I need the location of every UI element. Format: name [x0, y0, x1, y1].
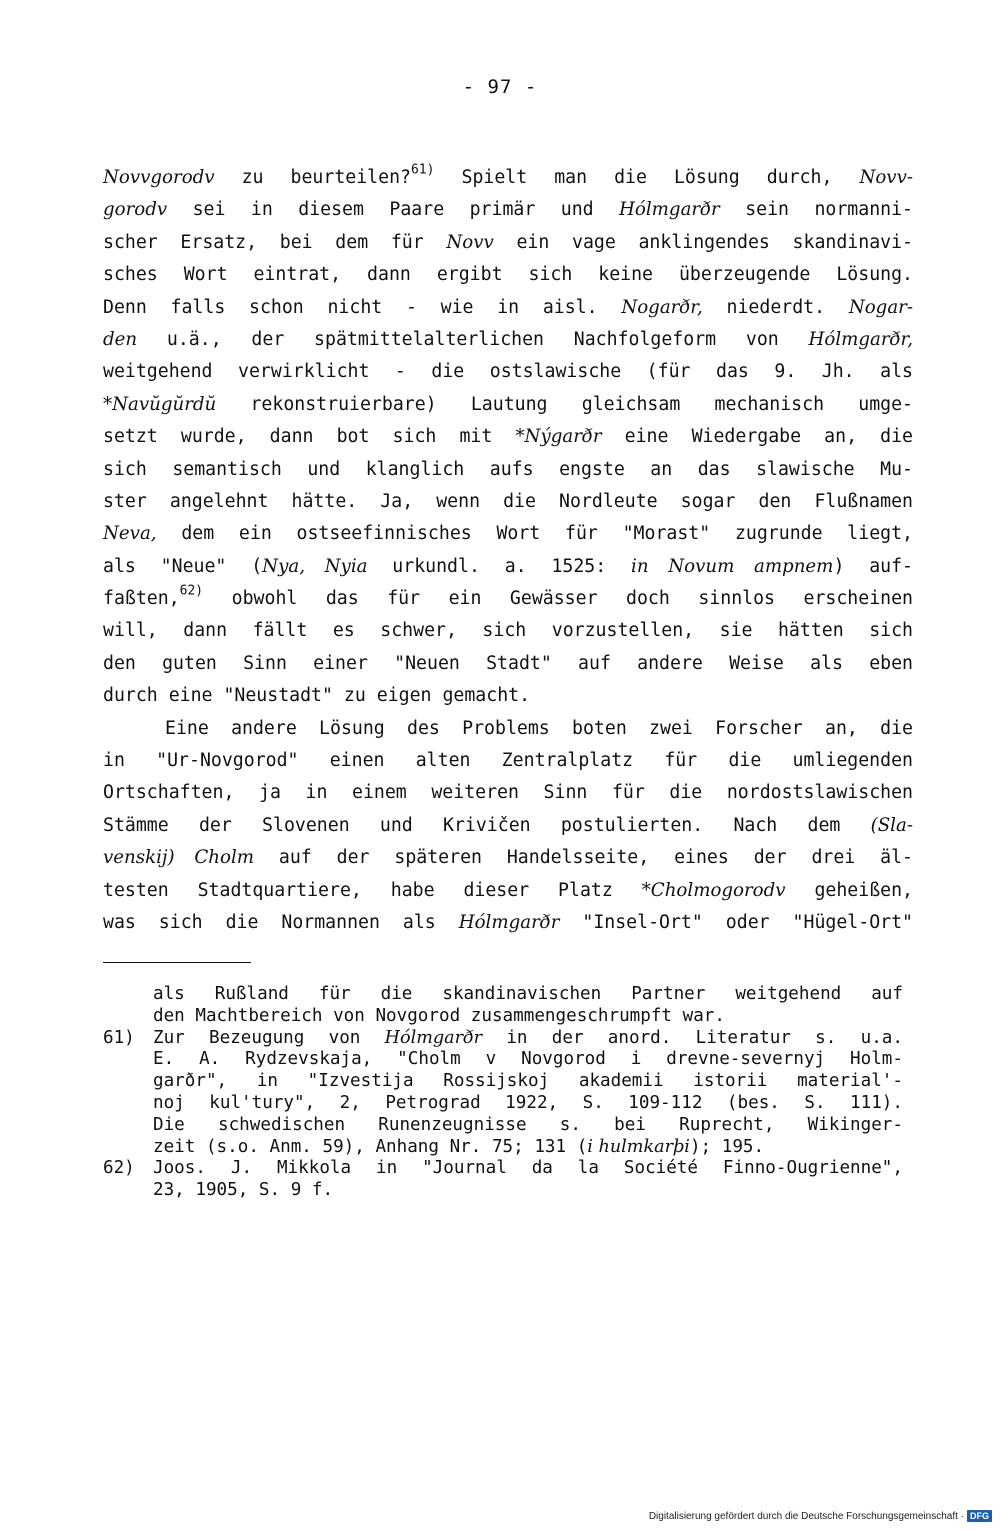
text-run: durch eine "Neustadt" zu eigen gemacht. — [103, 685, 531, 707]
text-line — [103, 583, 913, 615]
italic-term: gorodv — [103, 199, 168, 221]
credit-text: Digitalisierung gefördert durch die Deutsche Forschungsgemeinschaft · — [648, 1510, 964, 1522]
text-run: geheißen, — [785, 879, 913, 901]
body-text — [103, 162, 913, 939]
text-line — [103, 615, 913, 647]
text-line — [103, 324, 913, 356]
footnote-ref: 61) — [410, 162, 435, 178]
text-line — [103, 454, 913, 486]
text-run: zeit (s.o. Anm. 59), Anhang Nr. 75; 131 ( — [153, 1136, 588, 1157]
text-run: Zur Bezeugung von — [153, 1027, 385, 1048]
footnote-number: 61) — [103, 1027, 135, 1048]
text-run: Spielt man die Lösung durch, — [434, 167, 860, 188]
text-line — [103, 356, 913, 388]
text-run: ) auf- — [833, 555, 914, 577]
page-number: - 97 - — [462, 76, 538, 98]
text-run: niederdt. — [702, 296, 849, 318]
text-run: sein normanni- — [719, 199, 913, 221]
text-run: Joos. J. Mikkola in "Journal da la Société Finno-Ougrienne", — [153, 1158, 903, 1179]
text-run: weitgehend verwirklicht - die ostslawische (für das 9. Jh. als — [103, 361, 913, 383]
digitization-credit — [649, 1510, 992, 1522]
text-run: testen Stadtquartiere, habe dieser Platz — [103, 879, 642, 901]
footnote-line — [103, 1049, 903, 1071]
footnote-ref: 62) — [179, 583, 204, 599]
text-run: Ortschaften, ja in einem weiteren Sinn für die nordostslawischen — [103, 782, 913, 804]
text-line — [103, 907, 913, 939]
italic-term: Hólmgarðr — [458, 911, 560, 933]
text-line — [103, 842, 913, 874]
text-run: sei in diesem Paare primär und — [167, 199, 620, 221]
italic-term: Novv — [446, 231, 494, 253]
footnote-line — [103, 1115, 903, 1137]
italic-term: *Navŭgŭrdŭ — [103, 393, 217, 415]
text-run: dem ein ostseefinnisches Wort für "Morast" zugrunde liegt, — [156, 523, 913, 545]
text-run: Stämme der Slovenen und Krivičen postulierten. Nach dem — [103, 814, 871, 836]
text-line — [103, 648, 913, 680]
text-line — [103, 713, 913, 745]
text-line — [103, 259, 913, 291]
italic-term: Novvgorodv — [103, 167, 215, 188]
italic-term: *Cholmogorodv — [641, 879, 786, 901]
footnote-line — [103, 984, 903, 1006]
text-run: eine Wiedergabe an, die — [601, 426, 913, 448]
text-run: Die schwedischen Runenzeugnisse s. bei Ruprecht, Wikinger- — [153, 1114, 903, 1135]
footnote-line — [103, 1071, 903, 1093]
text-line — [103, 745, 913, 777]
text-run: urkundl. a. 1525: — [367, 555, 632, 577]
italic-term: Nya, Nyia — [262, 555, 368, 577]
italic-term: Nogar- — [848, 296, 914, 318]
footnote-line — [103, 1028, 903, 1050]
text-line — [103, 194, 913, 226]
text-run: ster angelehnt hätte. Ja, wenn die Nordleute sogar den Flußnamen — [103, 490, 913, 512]
footnotes — [103, 984, 903, 1202]
text-line — [103, 486, 913, 518]
text-run: sches Wort eintrat, dann ergibt sich keine überzeugende Lösung. — [103, 264, 913, 286]
footnote-line — [103, 1137, 903, 1159]
text-run: in der anord. Literatur s. u.a. — [482, 1027, 903, 1048]
italic-term: Hólmgarðr — [619, 199, 720, 221]
italic-term: den — [103, 328, 138, 350]
text-run: rekonstruierbare) Lautung gleichsam mechanisch umge- — [216, 393, 913, 415]
footnote-line — [103, 1006, 903, 1028]
italic-term: Nogarðr, — [621, 296, 703, 318]
text-line — [103, 518, 913, 550]
text-run: zu beurteilen? — [214, 167, 411, 188]
text-run: was sich die Normannen als — [103, 911, 459, 933]
text-line — [103, 421, 913, 453]
text-run: E. A. Rydzevskaja, "Cholm v Novgorod i drevne-severnyj Holm- — [153, 1049, 903, 1070]
italic-term: (Sla- — [870, 814, 913, 836]
italic-term: Novv- — [859, 167, 913, 188]
text-run: scher Ersatz, bei dem für — [103, 231, 447, 253]
dfg-logo-icon: DFG — [967, 1510, 992, 1522]
text-run: ein vage anklingendes skandinavi- — [493, 231, 913, 253]
text-line — [103, 292, 913, 324]
text-run: will, dann fällt es schwer, sich vorzustellen, sie hätten sich — [103, 620, 913, 642]
italic-term: Hólmgarðr — [384, 1027, 483, 1048]
text-line — [103, 875, 913, 907]
text-run: den Machtbereich von Novgorod zusammengeschrumpft war. — [153, 1005, 725, 1026]
text-run: faßten, — [103, 588, 180, 610]
text-run: u.ä., der spätmittelalterlichen Nachfolgeform von — [137, 328, 809, 350]
text-line — [103, 162, 913, 194]
text-run: "Insel-Ort" oder "Hügel-Ort" — [559, 911, 914, 933]
text-run: obwohl das für ein Gewässer doch sinnlos erscheinen — [203, 588, 913, 610]
text-run: setzt wurde, dann bot sich mit — [103, 426, 516, 448]
text-line — [103, 777, 913, 809]
text-line — [103, 810, 913, 842]
text-line — [103, 680, 913, 712]
italic-term: Neva, — [103, 523, 157, 545]
italic-term: i hulmkarþi — [587, 1136, 690, 1157]
text-run: noj kul'tury", 2, Petrograd 1922, S. 109-112 (bes. S. 111). — [153, 1092, 903, 1113]
italic-term: Hólmgarðr, — [808, 328, 913, 350]
text-line — [103, 389, 913, 421]
text-line — [103, 227, 913, 259]
text-run: als Rußland für die skandinavischen Partner weitgehend auf — [153, 984, 903, 1004]
italic-term: in Novum ampnem — [631, 555, 834, 577]
text-run: Denn falls schon nicht - wie in aisl. — [103, 296, 622, 318]
text-run: 23, 1905, S. 9 f. — [153, 1180, 334, 1201]
footnote-line — [103, 1093, 903, 1115]
text-run: den guten Sinn einer "Neuen Stadt" auf andere Weise als eben — [103, 652, 913, 674]
text-run: als "Neue" ( — [103, 555, 263, 577]
text-run: auf der späteren Handelsseite, eines der drei äl- — [254, 847, 913, 869]
text-run: garðr", in "Izvestija Rossijskoj akademii istorii material'- — [153, 1071, 903, 1092]
text-run: ); 195. — [689, 1136, 765, 1157]
footnote-line — [103, 1158, 903, 1180]
footnote-line — [103, 1180, 903, 1202]
text-run: in "Ur-Novgorod" einen alten Zentralplatz für die umliegenden — [103, 750, 913, 772]
text-line — [103, 551, 913, 583]
text-run: Eine andere Lösung des Problems boten zwei Forscher an, die — [165, 717, 913, 739]
italic-term: venskij) Cholm — [103, 847, 255, 869]
text-run: sich semantisch und klanglich aufs engste an das slawische Mu- — [103, 458, 913, 480]
italic-term: *Nýgarðr — [515, 426, 602, 448]
footnote-rule — [103, 962, 251, 963]
footnote-number: 62) — [103, 1158, 135, 1179]
